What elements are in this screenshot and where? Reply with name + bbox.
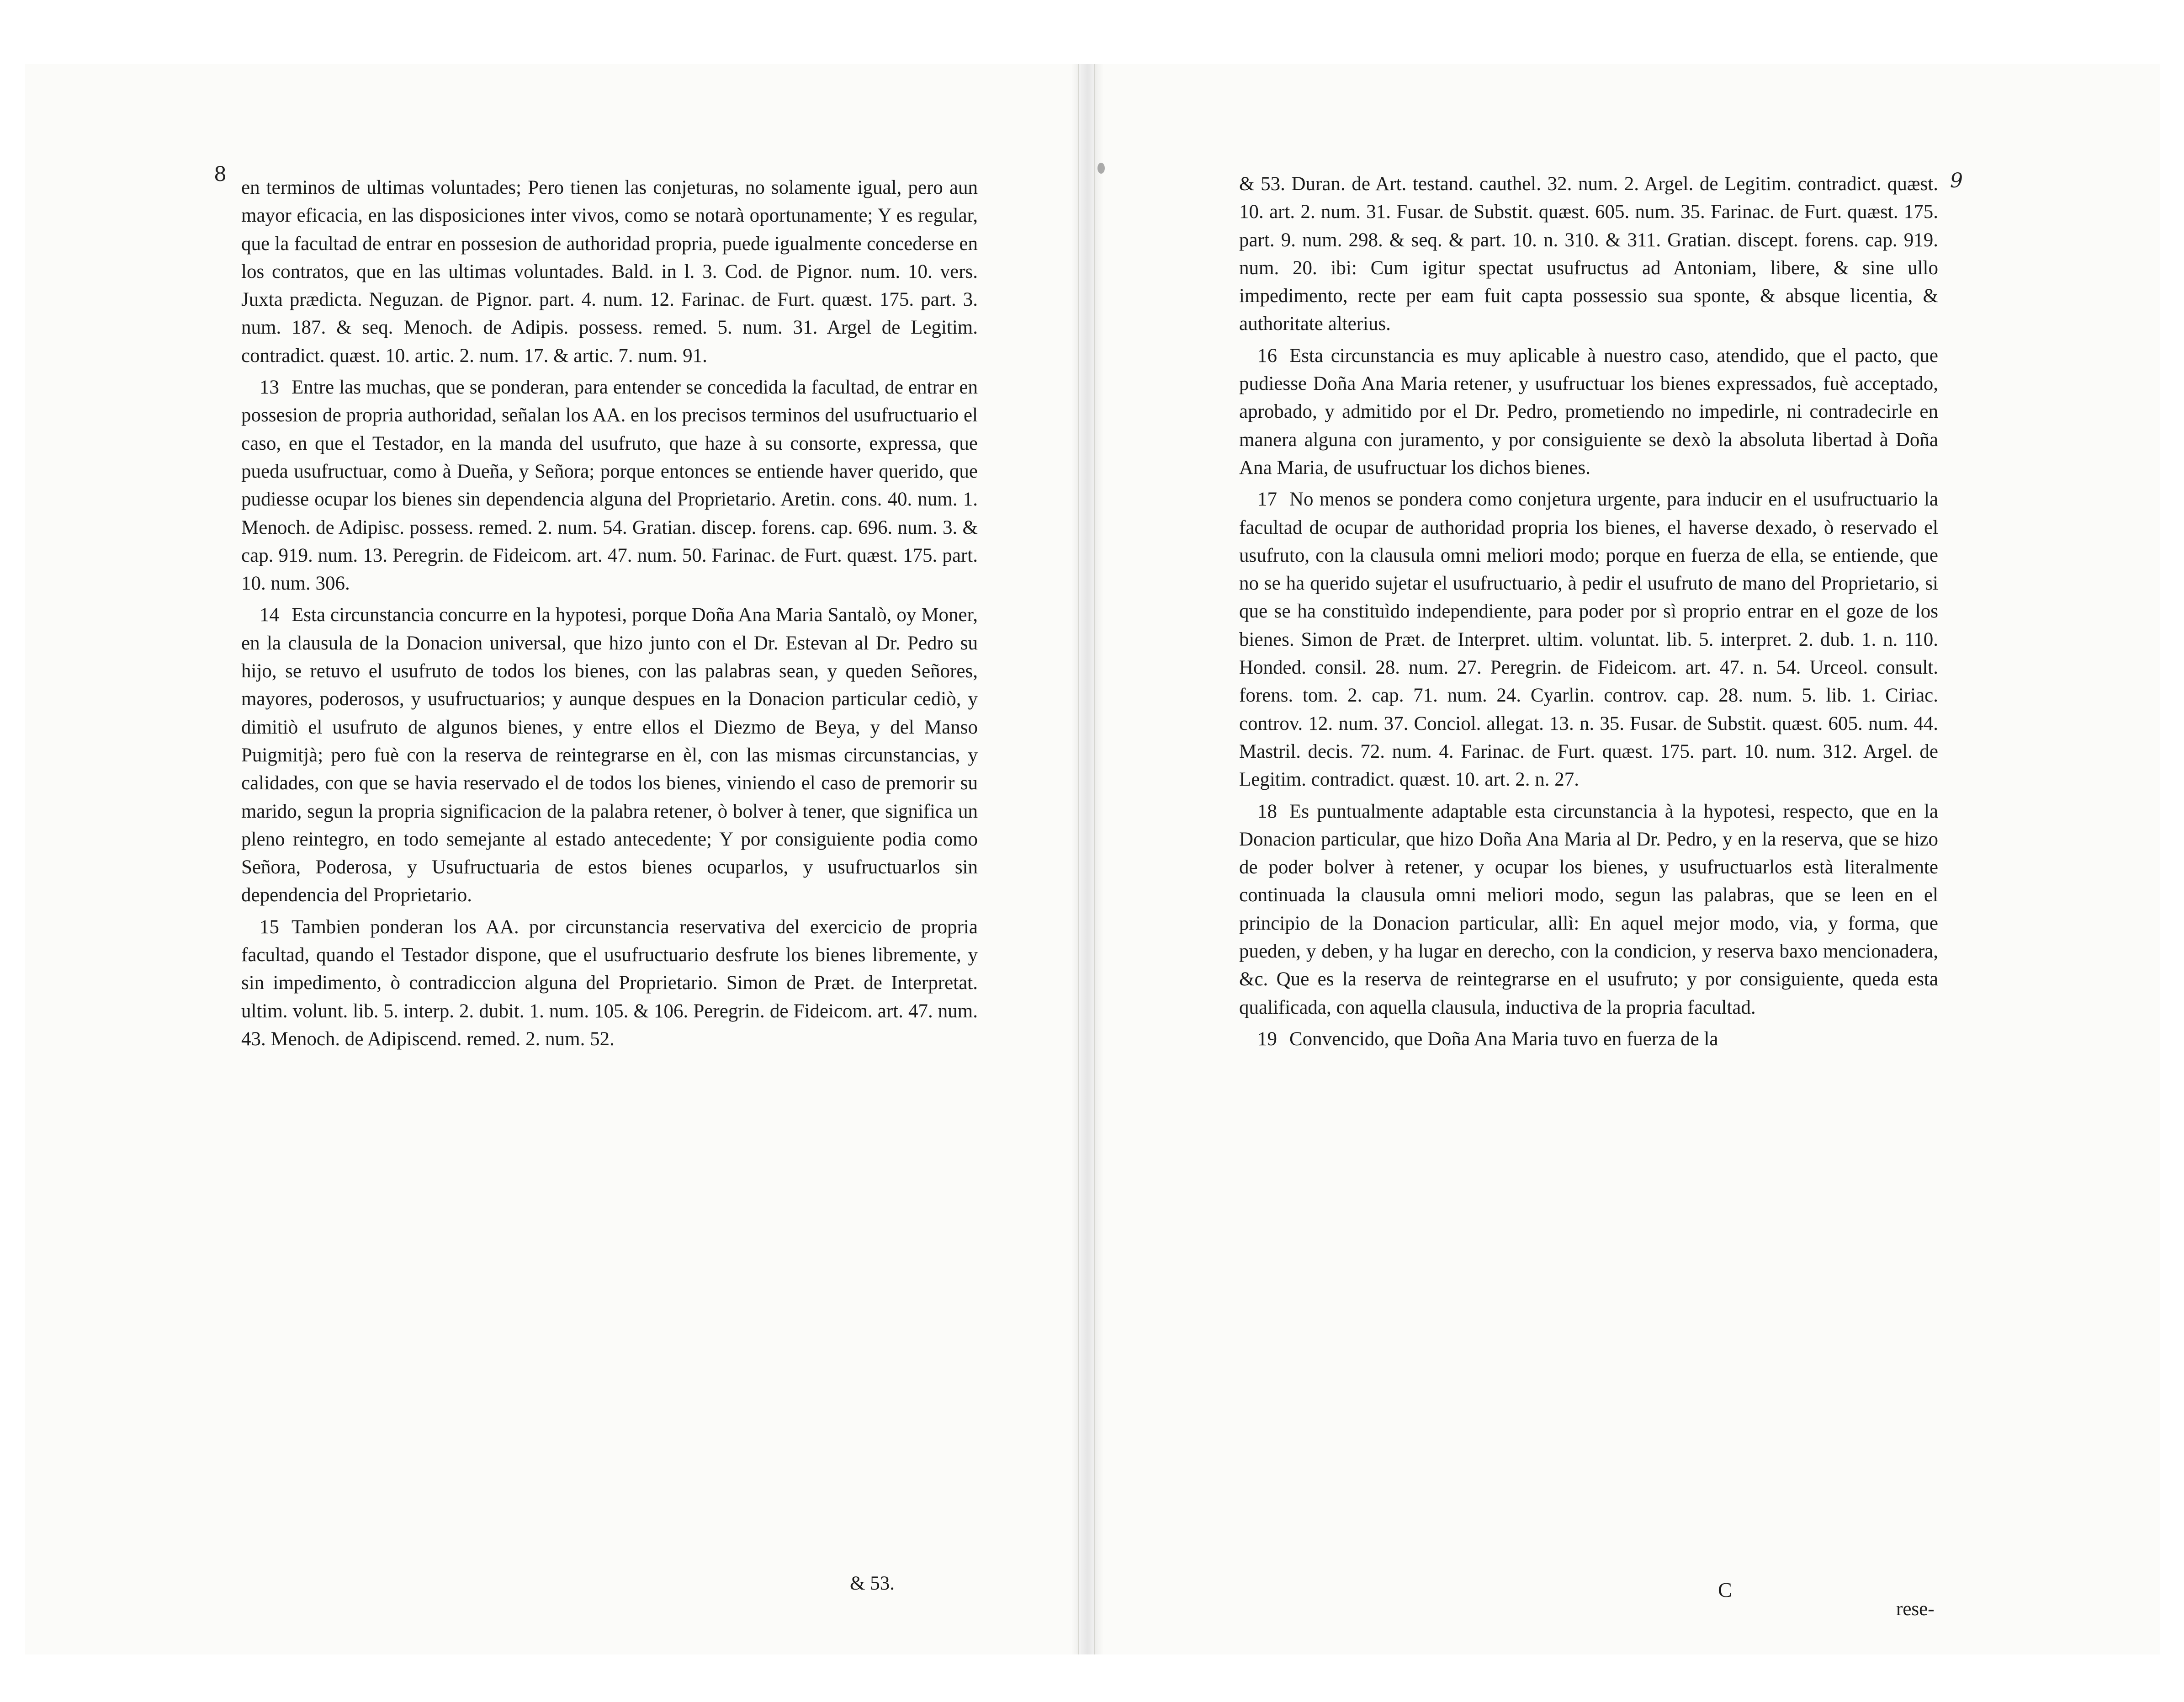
paragraph-13 — [241, 373, 978, 597]
right-page-number: 9 — [1950, 169, 1963, 192]
paragraph-text: No menos se pondera como conjetura urgente, para inducir en el usufructuario la facultad de ocupar de authoridad propria los bienes, el haverse dexado, ò reservado el usufruto, con la clausula omni meliori modo; porque en fuerza de ella, se entiende, que no se ha querido sujetar el usufructuario, à pedir el usufruto de mano del Proprietario, si que se ha constituìdo independiente, para poder por sì proprio entrar en el goze de los bienes. Simon de Præt. de Interpret. ultim. voluntat. lib. 5. interpret. 2. dub. 1. n. 110. Honded. consil. 28. num. 27. Peregrin. de Fideicom. art. 47. n. 54. Urceol. consult. forens. tom. 2. cap. 71. num. 24. Cyarlin. controv. cap. 28. num. 5. lib. 1. Ciriac. controv. 12. num. 37. Conciol. allegat. 13. n. 35. Fusar. de Substit. quæst. 605. num. 44. Mastril. decis. 72. num. 4. Farinac. de Furt. quæst. 175. part. 10. num. 312. Argel. de Legitim. contradict. quæst. 10. art. 2. n. 27. — [1239, 489, 1938, 791]
paragraph-text: Convencido, que Doña Ana Maria tuvo en fuerza de la — [1289, 1028, 1718, 1050]
signature-mark: C — [1718, 1578, 1732, 1601]
paragraph-18 — [1239, 798, 1938, 1021]
left-page-number: 8 — [214, 163, 227, 186]
paragraph-text: Esta circunstancia concurre en la hypotesi, porque Doña Ana Maria Santalò, oy Moner, en la clausula de la Donacion universal, que hizo junto con el Dr. Estevan al Dr. Pedro su hijo, se retuvo el usufruto de todos los bienes, con las palabras sean, y queden Señores, mayores, poderosos, y usufructuarios; y aunque despues en la Donacion particular cediò, y dimitiò el usufruto de algunos bienes, y entre ellos el Diezmo de Beya, y del Manso Puigmitjà; pero fuè con la reserva de reintegrarse en èl, con las mismas circunstancias, y calidades, con que se havia reservado el de todos los bienes, viniendo el caso de premorir su marido, segun la propria significacion de la palabra retener, ò bolver à tener, que significa un pleno reintegro, en todo semejante al estado antecedente; Y por consiguiente podia como Señora, Poderosa, y Usufructuaria de estos bienes ocuparlos, y usufructuarlos sin dependencia del Proprietario. — [241, 604, 978, 906]
paragraph-number: 17 — [1257, 489, 1277, 511]
right-text-column — [1239, 170, 1938, 1053]
paragraph-number: 15 — [260, 916, 279, 938]
paragraph-number: 16 — [1257, 345, 1277, 367]
paragraph-text: Es puntualmente adaptable esta circunstancia à la hypotesi, respecto, que en la Donacion particular, que hizo Doña Ana Maria al Dr. Pedro, y en la reserva, que se hizo de poder bolver à retener, y ocupar los bienes, y usufructuarlos està literalmente continuada la clausula omni meliori modo, segun las palabras, que se leen en el principio de la Donacion particular, allì: En aquel mejor modo, via, y forma, que pueden, y deben, y ha lugar en derecho, con la condicion, y reserva baxo mencionadera, &c. Que es la reserva de reintegrarse en el usufruto; y por consiguiente, queda esta qualificada, con aquella clausula, inductiva de la propria facultad. — [1239, 800, 1938, 1018]
paragraph-text: Entre las muchas, que se ponderan, para entender se concedida la facultad, de entrar en possesion de propria authoridad, señalan los AA. en los precisos terminos del usufructuario el caso, en que el Testador, en la manda del usufruto, que haze à su consorte, expressa, que pueda usufructuar, como à Dueña, y Señora; porque entonces se entiende haver querido, que pudiesse ocupar los bienes sin dependencia alguna del Proprietario. Aretin. cons. 40. num. 1. Menoch. de Adipisc. possess. remed. 2. num. 54. Gratian. discep. forens. cap. 696. num. 3. & cap. 919. num. 13. Peregrin. de Fideicom. art. 47. num. 50. Farinac. de Furt. quæst. 175. part. 10. num. 306. — [241, 377, 978, 595]
paragraph-17 — [1239, 485, 1938, 793]
paragraph-19 — [1239, 1025, 1938, 1053]
left-page-tail: & 53. — [850, 1573, 895, 1594]
paragraph-text: & 53. Duran. de Art. testand. cauthel. 32. num. 2. Argel. de Legitim. contradict. quæst. 10. art. 2. num. 31. Fusar. de Substit. quæst. 605. num. 35. Farinac. de Furt. quæst. 175. part. 9. num. 298. & seq. & part. 10. n. 310. & 311. Gratian. discept. forens. cap. 919. num. 20. ibi: Cum igitur spectat usufructus ad Antoniam, libere, & sine ullo impedimento, recte per eam fuit capta possessio sua sponte, & absque licentia, & authoritate alterius. — [1239, 173, 1938, 335]
ink-smudge — [1097, 163, 1105, 174]
gutter-shadow — [1071, 64, 1103, 1654]
paragraph — [241, 174, 978, 370]
catchword: rese- — [1896, 1598, 1935, 1620]
paragraph-14 — [241, 601, 978, 909]
paragraph-number: 13 — [260, 377, 279, 399]
paragraph-text: Esta circunstancia es muy aplicable à nuestro caso, atendido, que el pacto, que pudiesse Doña Ana Maria retener, y usufructuar los bienes expressados, fuè acceptado, aprobado, y admitido por el Dr. Pedro, prometiendo no impedirle, ni contradecirle en manera alguna con juramento, y por consiguiente se dexò la absoluta libertad à Doña Ana Maria, de usufructuar los dichos bienes. — [1239, 345, 1938, 479]
paragraph-number: 19 — [1257, 1028, 1277, 1050]
paragraph-number: 18 — [1257, 800, 1277, 822]
paragraph-16 — [1239, 342, 1938, 482]
paragraph — [1239, 170, 1938, 338]
left-text-column — [241, 174, 978, 1053]
paragraph-text: en terminos de ultimas voluntades; Pero tienen las conjeturas, no solamente igual, pero aun mayor eficacia, en las disposiciones inter vivos, como se notarà oportunamente; Y es regular, que la facultad de entrar en possesion de authoridad propria, puede igualmente concederse en los contratos, que en las ultimas voluntades. Bald. in l. 3. Cod. de Pignor. num. 10. vers. Juxta prædicta. Neguzan. de Pignor. part. 4. num. 12. Farinac. de Furt. quæst. 175. part. 3. num. 187. & seq. Menoch. de Adipis. possess. remed. 5. num. 31. Argel de Legitim. contradict. quæst. 10. artic. 2. num. 17. & artic. 7. num. 91. — [241, 177, 978, 367]
paragraph-number: 14 — [260, 604, 279, 626]
paragraph-15 — [241, 913, 978, 1053]
paragraph-text: Tambien ponderan los AA. por circunstancia reservativa del exercicio de propria facultad, quando el Testador dispone, que el usufructuario desfrute los bienes libremente, y sin impedimento, ò contradiccion alguna del Proprietario. Simon de Præt. de Interpretat. ultim. volunt. lib. 5. interp. 2. dubit. 1. num. 105. & 106. Peregrin. de Fideicom. art. 47. num. 43. Menoch. de Adipiscend. remed. 2. num. 52. — [241, 916, 978, 1050]
